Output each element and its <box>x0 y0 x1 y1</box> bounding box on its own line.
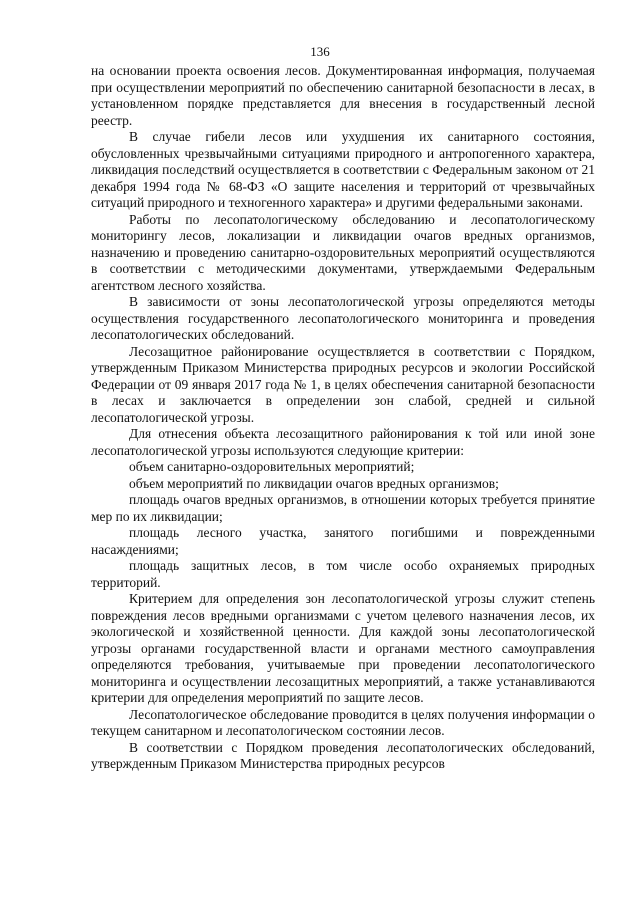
criteria-item: площадь лесного участка, занятого погибшими и поврежденными насаждениями; <box>91 525 595 557</box>
paragraph-survey-purpose: Лесопатологическое обследование проводится в целях получения информации о текущем санитарном и лесопатологическом состоянии лесов. <box>91 706 595 738</box>
criteria-item: площадь защитных лесов, в том числе особо охраняемых природных территорий. <box>91 558 595 590</box>
paragraph-criteria-intro: Для отнесения объекта лесозащитного районирования к той или иной зоне лесопатологической угрозы используются следующие критерии: <box>91 426 595 458</box>
paragraph-forest-zoning: Лесозащитное районирование осуществляется в соответствии с Порядком, утвержденным Приказом Министерства природных ресурсов и экологии Российской Федерации от 09 января 2017 года № 1, в целях обеспечения санитарной безопасности в лесах и заключается в определении зон слабой, средней и сильной лесопатологической угрозы. <box>91 343 595 425</box>
paragraph-emergency-situations: В случае гибели лесов или ухудшения их санитарного состояния, обусловленных чрезвычайными ситуациями природного и антропогенного характера, ликвидация последствий осуществляется в соответствии с Федеральным законом от 21 декабря 1994 года № 68-ФЗ «О защите населения и территорий от чрезвычайных ситуаций природного и техногенного характера» и другими федеральными законами. <box>91 129 595 210</box>
paragraph-survey-works: Работы по лесопатологическому обследованию и лесопатологическому мониторингу лесов, локализации и ликвидации очагов вредных организмов, назначению и проведению санитарно-оздоровительных мероприятий осуществляются в соответствии с методическими документами, утверждаемыми Федеральным агентством лесного хозяйства. <box>91 211 595 293</box>
paragraph-threat-zone-methods: В зависимости от зоны лесопатологической угрозы определяются методы осуществления государственного лесопатологического мониторинга и проведения лесопатологических обследований. <box>91 294 595 342</box>
paragraph-threat-criterion: Критерием для определения зон лесопатологической угрозы служит степень повреждения лесов вредными организмами с учетом целевого назначения лесов, их экологической и хозяйственной ценности. Для каждой зоны лесопатологической угрозы органами государственной власти и органами местного самоуправления определяются требования, учитываемые при проведении лесопатологического мониторинга и осуществлении лесозащитных мероприятий, а также устанавливаются критерии для определения мероприятий по защите лесов. <box>91 591 595 705</box>
page-number: 136 <box>310 44 330 59</box>
criteria-item: объем санитарно-оздоровительных мероприятий; <box>129 459 415 474</box>
paragraph-continuation: на основании проекта освоения лесов. Документированная информация, получаемая при осуществлении мероприятий по обеспечению санитарной безопасности в лесах, в установленном порядке представляется для внесения в государственный лесной реестр. <box>91 63 595 128</box>
paragraph-survey-procedure: В соответствии с Порядком проведения лесопатологических обследований, утвержденным Приказом Министерства природных ресурсов <box>91 739 595 771</box>
document-body <box>91 63 595 773</box>
criteria-item: площадь очагов вредных организмов, в отношении которых требуется принятие мер по их ликвидации; <box>91 492 595 524</box>
criteria-item: объем мероприятий по ликвидации очагов вредных организмов; <box>129 475 499 491</box>
